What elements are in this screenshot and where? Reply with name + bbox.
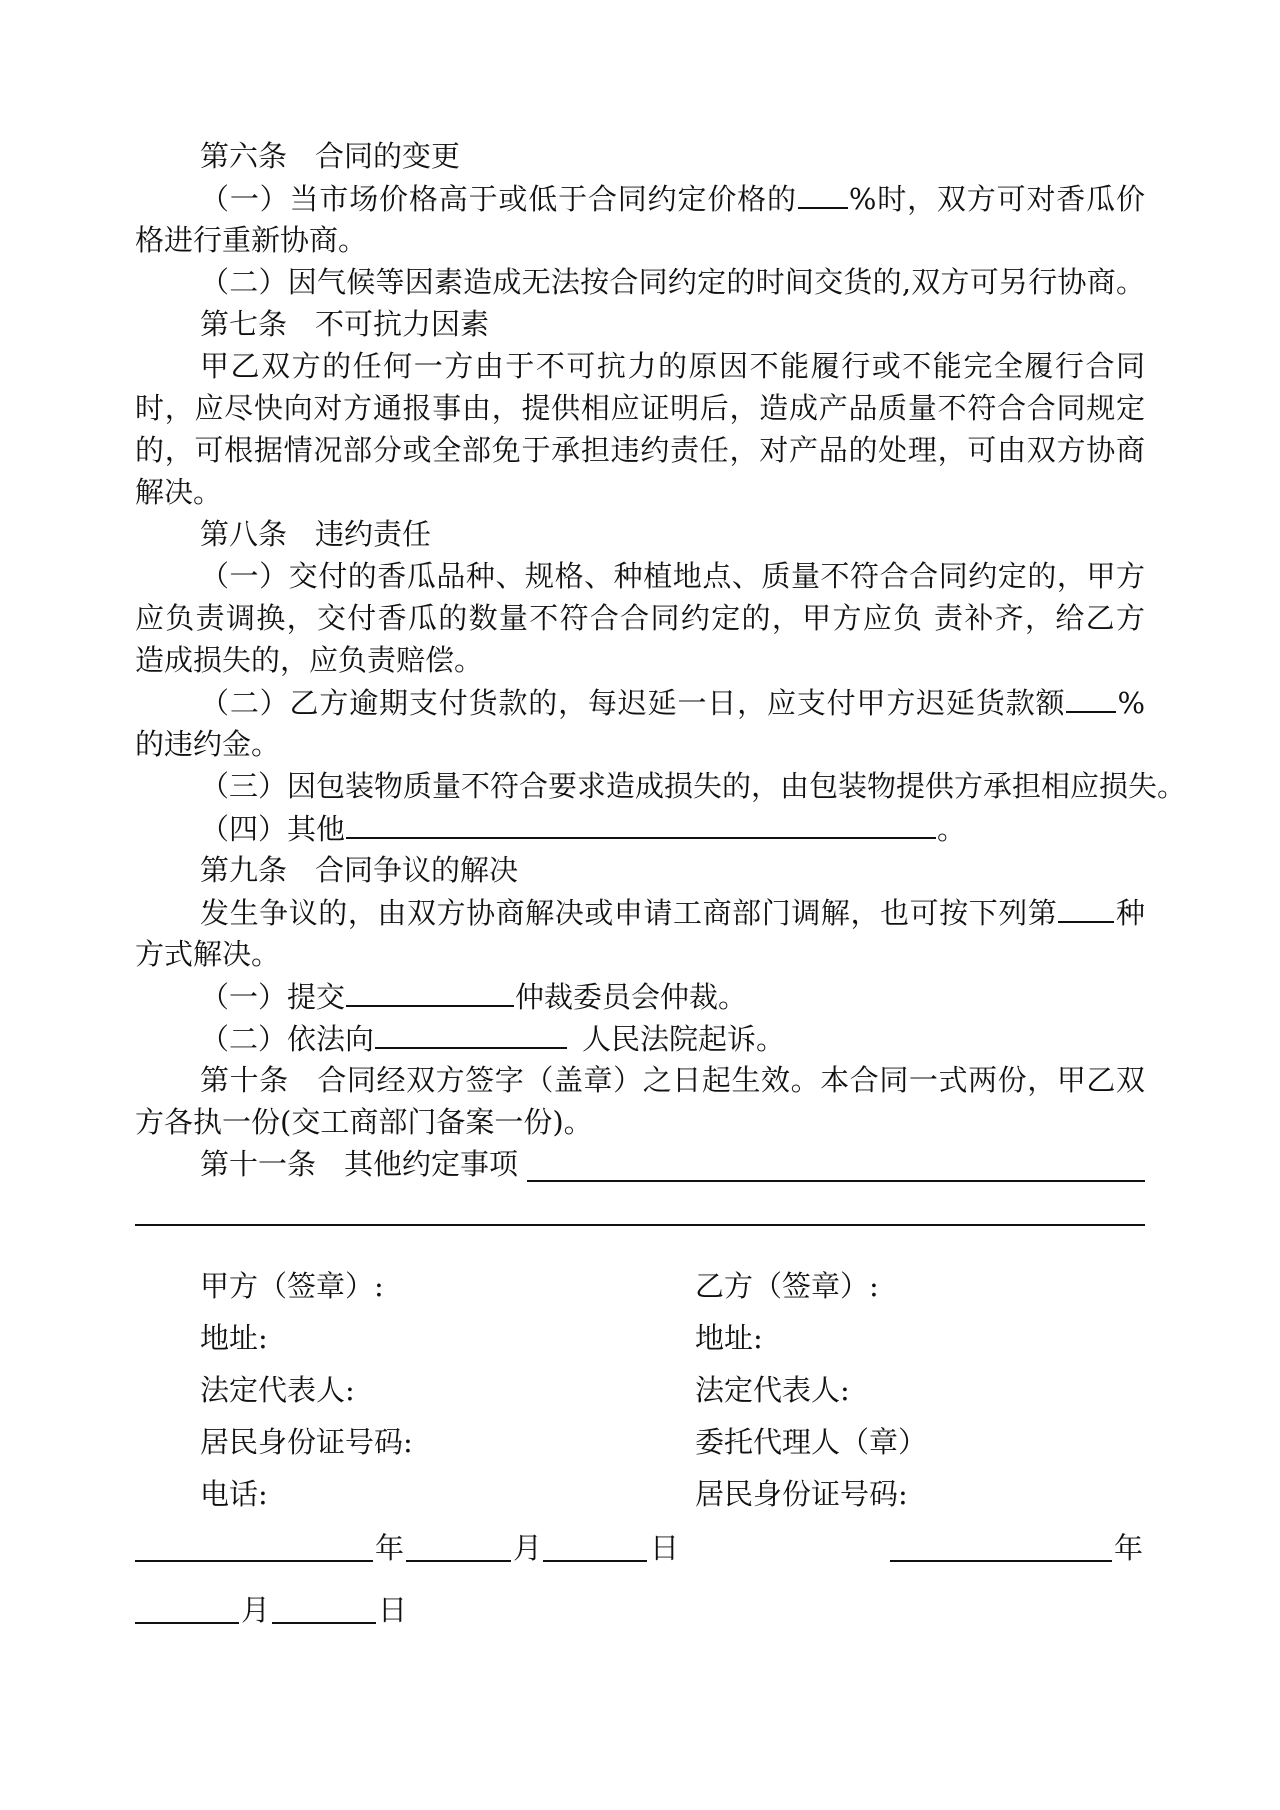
- article-9-option-2: （二）依法向 人民法院起诉。: [200, 1017, 1145, 1061]
- article-title: 其他约定事项: [344, 1147, 519, 1181]
- article-9-option-1: （一）提交 仲裁委员会仲裁。: [200, 975, 1145, 1019]
- year-label: 年: [1114, 1531, 1144, 1565]
- article-number: 第六条: [200, 139, 288, 173]
- article-9-text-line-2: 方式解决。: [135, 937, 281, 971]
- article-number: 第十条: [200, 1063, 289, 1097]
- method-choice-blank[interactable]: [1058, 891, 1114, 923]
- article-8-clause-4: （四）其他 。: [200, 807, 1145, 851]
- party-b-agent-label: 委托代理人（章）: [695, 1425, 928, 1459]
- article-title: 不可抗力因素: [315, 307, 490, 341]
- article-6-clause-1: （一）当市场价格高于或低于合同约定价格的 %时，双方可对香瓜价: [200, 177, 1145, 221]
- other-terms-blank[interactable]: [346, 807, 936, 839]
- penalty-percent-blank[interactable]: [1066, 681, 1116, 713]
- article-10-line-1: 第十条 合同经双方签字（盖章）之日起生效。本合同一式两份，甲乙双: [200, 1063, 1145, 1097]
- month-label: 月: [513, 1531, 543, 1565]
- day-label: 日: [378, 1593, 408, 1627]
- party-b-month-blank[interactable]: [135, 1622, 239, 1624]
- article-7-text-line-3: 的，可根据情况部分或全部免于承担违约责任，对产品的处理，可由双方协商: [135, 433, 1145, 467]
- article-8-heading: [200, 513, 1145, 556]
- court-name-blank[interactable]: [375, 1017, 567, 1049]
- article-7-text-line-4: 解决。: [135, 475, 223, 509]
- article-7-text-line-1: 甲乙双方的任何一方由于不可抗力的原因不能履行或不能完全履行合同: [200, 349, 1145, 383]
- party-b-day-blank[interactable]: [272, 1622, 376, 1624]
- article-7-text-line-2: 时，应尽快向对方通报事由，提供相应证明后，造成产品质量不符合合同规定: [135, 391, 1145, 425]
- article-6-clause-2: （二）因气候等因素造成无法按合同约定的时间交货的,双方可另行协商。: [200, 265, 1145, 299]
- article-6-clause-1-cont: 格进行重新协商。: [135, 223, 368, 257]
- article-7-heading: [200, 303, 1145, 346]
- party-b-address-label: 地址:: [695, 1321, 763, 1355]
- year-label: 年: [375, 1531, 405, 1565]
- party-a-signature-label: 甲方（签章）:: [200, 1269, 384, 1303]
- article-8-clause-2-cont: 的违约金。: [135, 727, 281, 761]
- article-8-clause-3: （三）因包装物质量不符合要求造成损失的，由包装物提供方承担相应损失。: [200, 769, 1187, 803]
- party-b-year-blank[interactable]: [890, 1560, 1112, 1562]
- arbitration-commission-blank[interactable]: [346, 975, 514, 1007]
- article-9-heading: [200, 849, 1145, 892]
- month-label: 月: [241, 1593, 271, 1627]
- party-a-year-blank[interactable]: [135, 1560, 373, 1562]
- party-a-month-blank[interactable]: [406, 1560, 511, 1562]
- day-label: 日: [650, 1531, 680, 1565]
- article-8-clause-1-line-2: 应负责调换，交付香瓜的数量不符合合同约定的，甲方应负 责补齐，给乙方: [135, 601, 1145, 635]
- article-8-clause-1-line-3: 造成损失的，应负责赔偿。: [135, 643, 484, 677]
- party-b-legal-rep-label: 法定代表人:: [695, 1373, 850, 1407]
- article-10-line-2: 方各执一份(交工商部门备案一份)。: [135, 1105, 593, 1139]
- party-a-id-label: 居民身份证号码:: [200, 1425, 413, 1459]
- party-a-phone-label: 电话:: [200, 1477, 268, 1511]
- article-number: 第八条: [200, 517, 288, 551]
- article-6-heading: [200, 135, 1145, 178]
- article-8-clause-2: （二）乙方逾期支付货款的，每迟延一日，应支付甲方迟延货款额 %: [200, 681, 1145, 725]
- party-a-day-blank[interactable]: [543, 1560, 647, 1562]
- other-terms-line-1[interactable]: [527, 1180, 1145, 1182]
- article-number: 第九条: [200, 853, 288, 887]
- article-title: 合同争议的解决: [315, 853, 519, 887]
- article-title: 合同的变更: [315, 139, 461, 173]
- percent-blank[interactable]: [798, 177, 848, 209]
- party-b-id-label: 居民身份证号码:: [695, 1477, 908, 1511]
- party-b-signature-label: 乙方（签章）:: [695, 1269, 879, 1303]
- article-9-text-line-1: 发生争议的，由双方协商解决或申请工商部门调解，也可按下列第 种: [200, 891, 1145, 935]
- article-8-clause-1-line-1: （一）交付的香瓜品种、规格、种植地点、质量不符合合同约定的，甲方: [200, 559, 1145, 593]
- party-a-address-label: 地址:: [200, 1321, 268, 1355]
- article-number: 第十一条: [200, 1147, 317, 1181]
- other-terms-line-2[interactable]: [135, 1224, 1145, 1226]
- article-number: 第七条: [200, 307, 288, 341]
- article-title: 违约责任: [315, 517, 432, 551]
- party-a-legal-rep-label: 法定代表人:: [200, 1373, 355, 1407]
